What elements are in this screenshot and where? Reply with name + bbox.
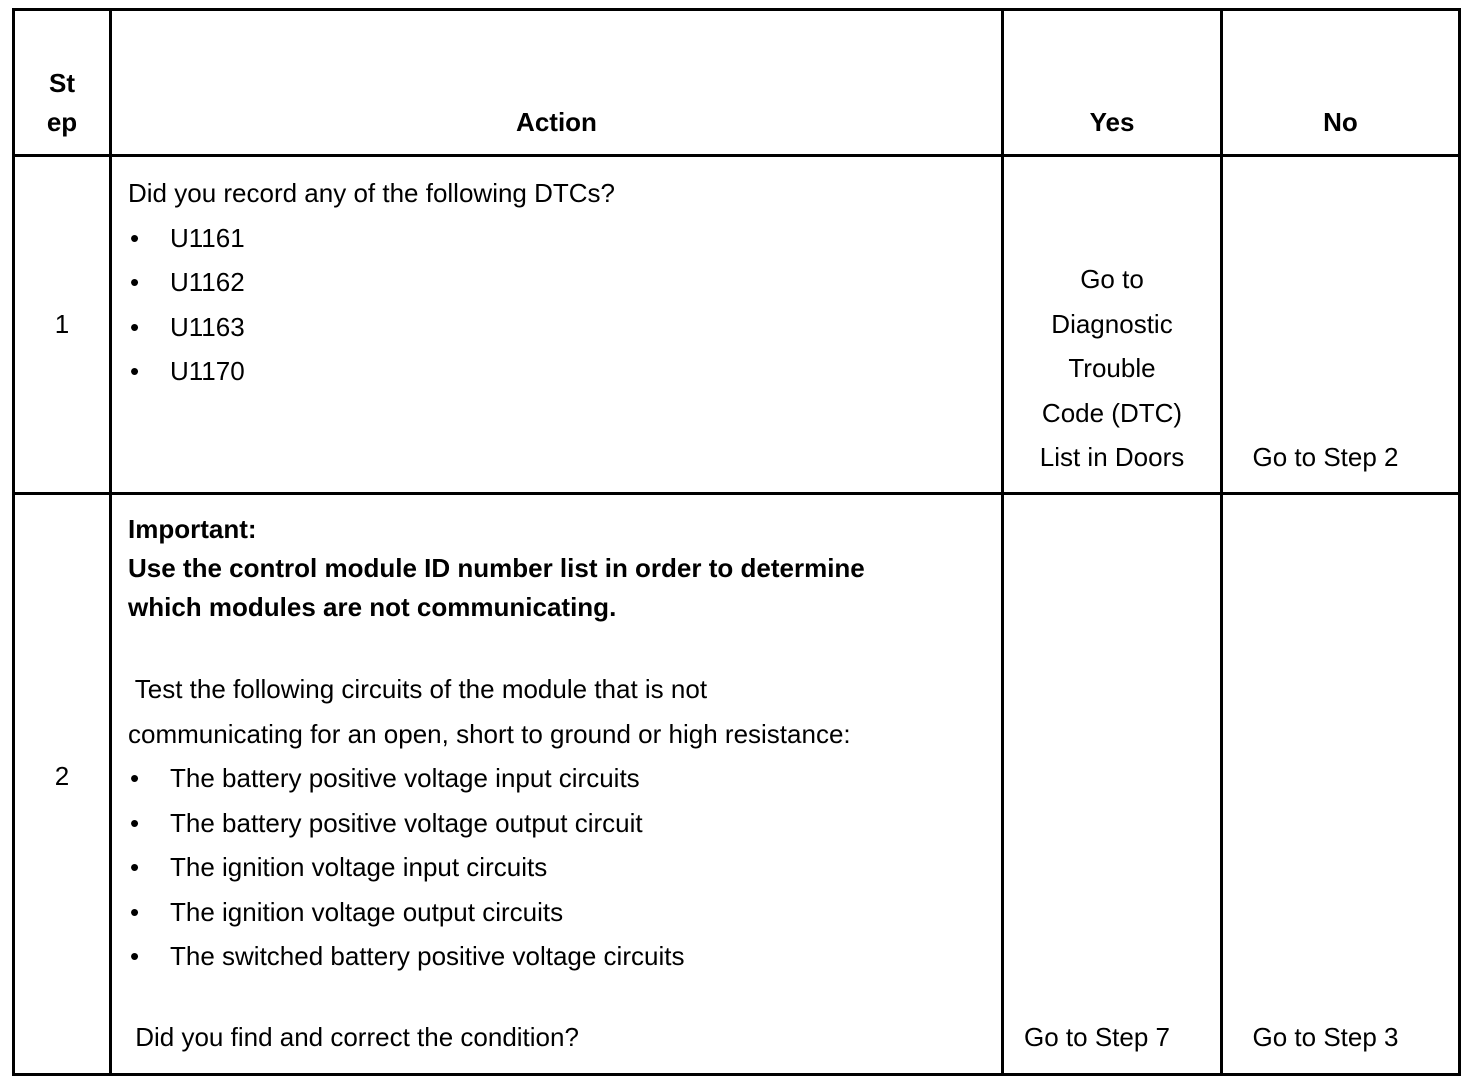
row-1-yes-line: Code (DTC) xyxy=(1041,397,1183,428)
header-step-line-2: ep xyxy=(46,107,78,137)
bullet-marker: • xyxy=(130,896,140,927)
bullet-marker: • xyxy=(130,356,140,386)
row-1-yes-line: Trouble xyxy=(1068,353,1156,383)
dtc-code: U1161 xyxy=(170,222,245,253)
column-divider-yes xyxy=(1220,8,1223,1076)
header-divider xyxy=(12,154,1461,157)
circuit-item: The battery positive voltage input circuits xyxy=(170,763,640,793)
table-border-left xyxy=(12,8,15,1076)
table-border-right xyxy=(1458,8,1461,1076)
table-border-top xyxy=(12,8,1461,11)
bullet-marker: • xyxy=(130,267,140,297)
header-step xyxy=(15,64,109,142)
circuit-item: The ignition voltage output circuits xyxy=(170,896,564,927)
test-instruction-line: communicating for an open, short to ground or high resistance: xyxy=(128,718,851,749)
row-1-bullet-item xyxy=(128,305,988,350)
row-2-bullet-item xyxy=(128,845,988,890)
bullet-marker: • xyxy=(130,852,140,882)
test-instruction-line: Test the following circuits of the module that is not xyxy=(128,674,708,704)
row-2-bullet-item xyxy=(128,756,988,801)
important-note-line: which modules are not communicating. xyxy=(128,592,617,622)
circuit-item: The battery positive voltage output circuit xyxy=(170,807,643,838)
circuit-item: The ignition voltage input circuits xyxy=(170,852,548,882)
dtc-code: U1163 xyxy=(170,311,245,342)
row-1-step: 1 xyxy=(54,309,70,339)
header-no: No xyxy=(1323,107,1358,137)
important-note-line: Use the control module ID number list in order to determine xyxy=(128,553,865,583)
row-2-question: Did you find and correct the condition? xyxy=(128,1022,579,1052)
header-step-line-1: St xyxy=(49,68,75,98)
column-divider-step xyxy=(109,8,112,1076)
bullet-marker: • xyxy=(130,763,140,793)
row-2-bullet-item xyxy=(128,934,988,979)
bullet-marker: • xyxy=(130,941,140,971)
row-1-yes-line: Go to xyxy=(1080,264,1144,294)
row-1-bullet-item xyxy=(128,216,988,261)
row-2-no: Go to Step 3 xyxy=(1252,1022,1399,1052)
row-2-bullet-item xyxy=(128,801,988,846)
column-divider-action xyxy=(1001,8,1004,1076)
row-2-bullet-item xyxy=(128,890,988,935)
row-1-question: Did you record any of the following DTCs? xyxy=(128,178,616,208)
row-2-yes: Go to Step 7 xyxy=(1024,1022,1170,1052)
bullet-marker: • xyxy=(130,807,140,838)
dtc-code: U1170 xyxy=(170,356,245,386)
row-1-no: Go to Step 2 xyxy=(1252,442,1399,472)
row-2-step: 2 xyxy=(54,761,70,791)
bullet-marker: • xyxy=(130,311,140,342)
circuit-item: The switched battery positive voltage circuits xyxy=(170,941,685,971)
row-1-yes xyxy=(1004,257,1220,480)
row-1-action xyxy=(128,171,988,394)
row-1-yes-line: List in Doors xyxy=(1039,442,1185,472)
row-1-yes-line: Diagnostic xyxy=(1051,308,1173,339)
row-1-bullet-item xyxy=(128,349,988,394)
table-border-bottom xyxy=(12,1073,1461,1076)
row-2-action xyxy=(128,510,988,979)
dtc-code: U1162 xyxy=(170,267,245,297)
row-divider xyxy=(12,492,1461,495)
header-yes: Yes xyxy=(1089,107,1135,137)
bullet-marker: • xyxy=(130,222,140,253)
important-label: Important: xyxy=(128,514,257,544)
header-action: Action xyxy=(516,107,597,137)
row-1-bullet-item xyxy=(128,260,988,305)
